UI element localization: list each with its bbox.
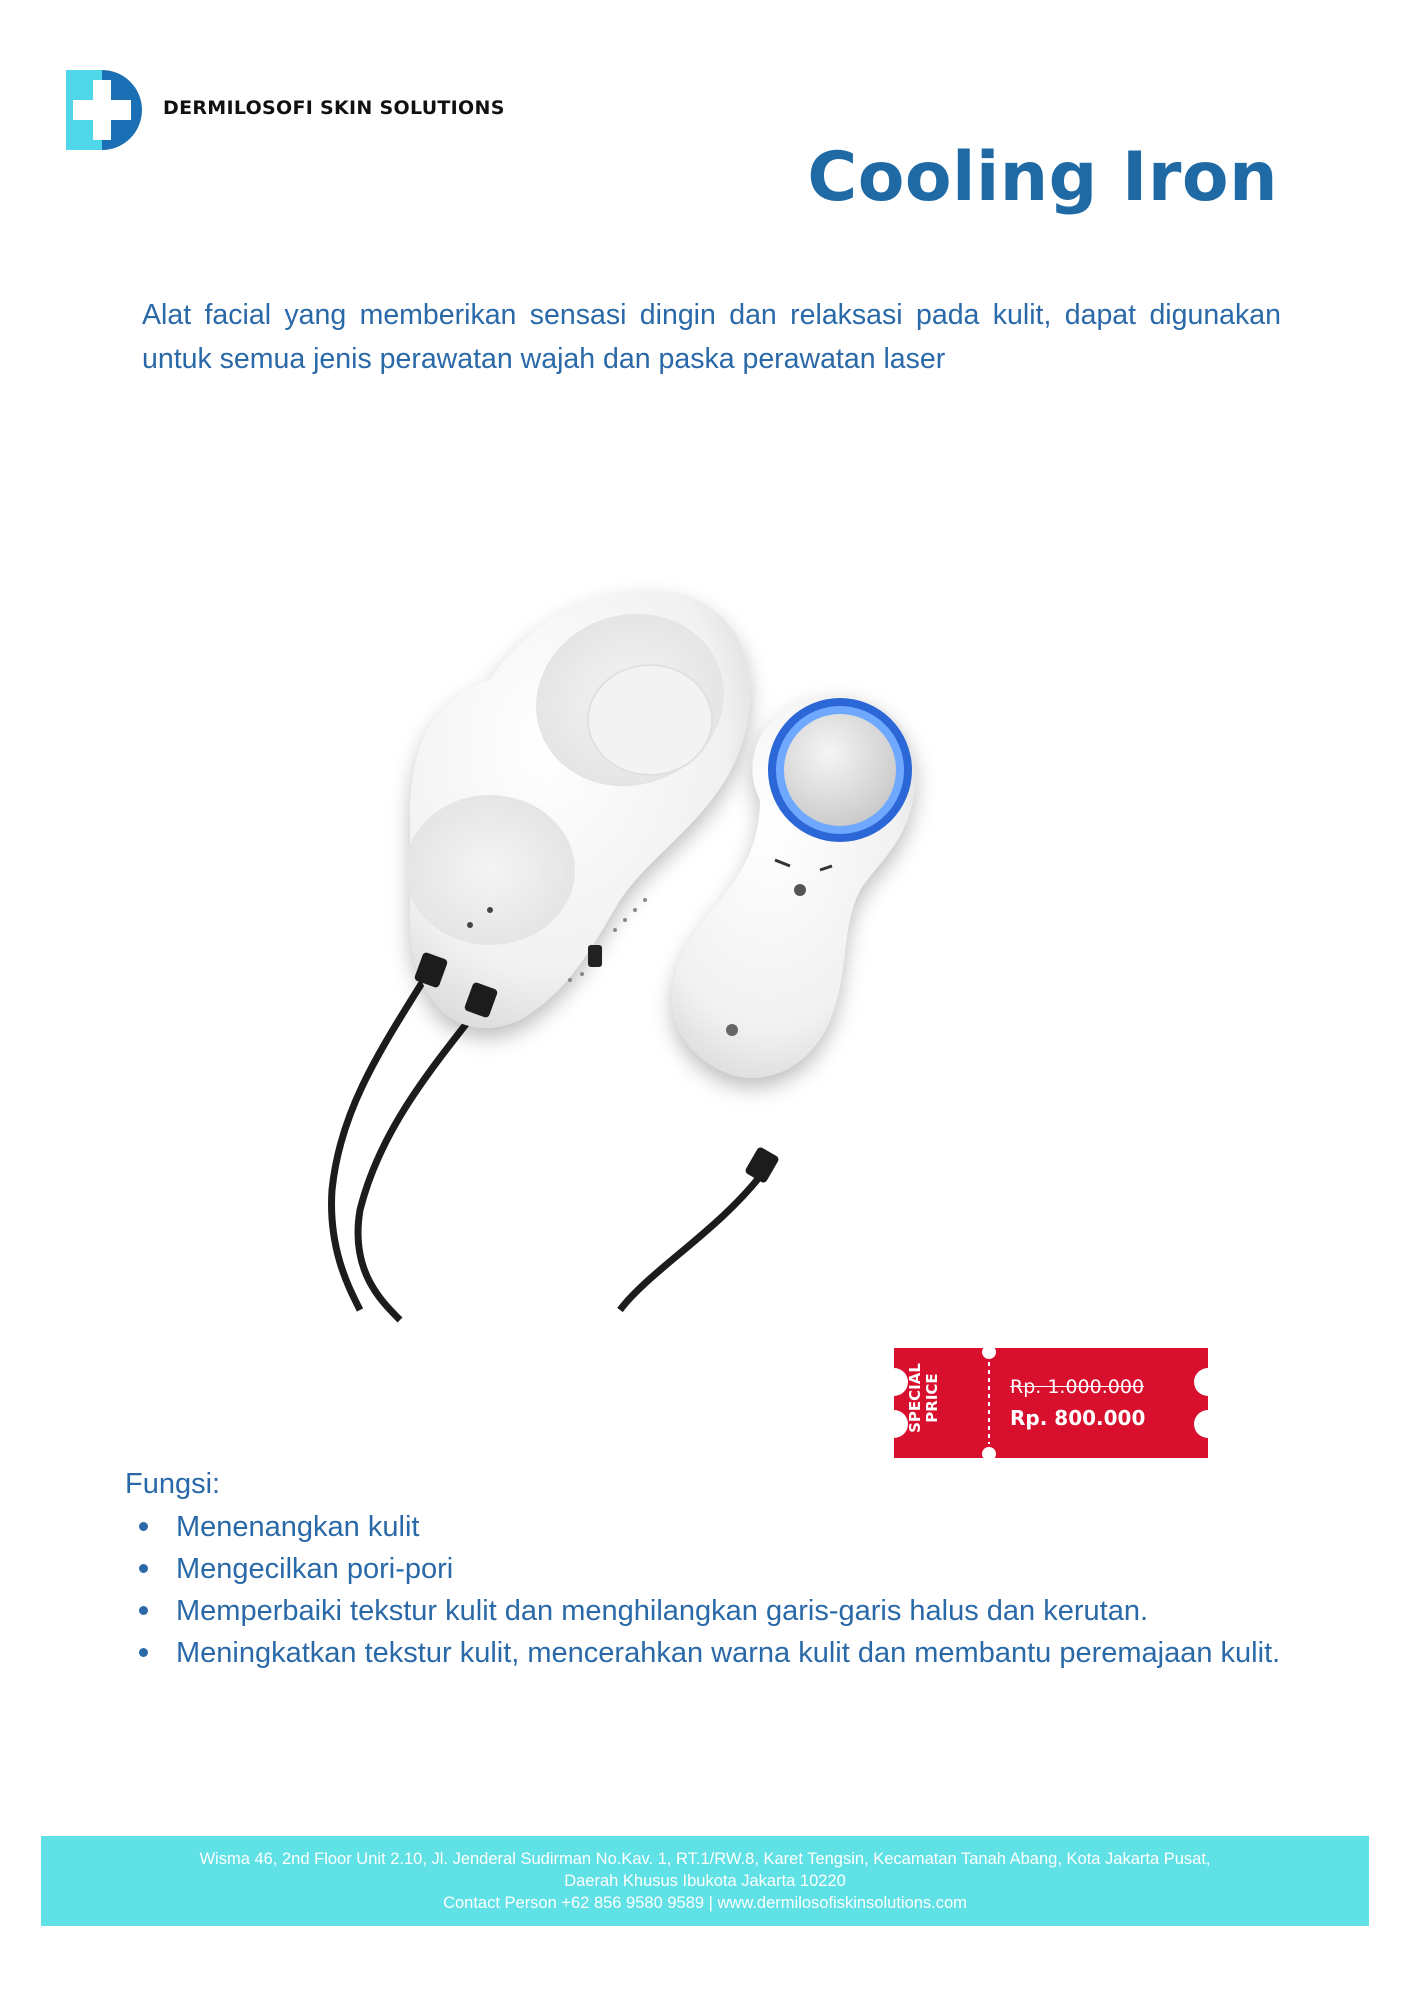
cooling-iron-product-image bbox=[320, 570, 1160, 1330]
special-label: SPECIAL bbox=[906, 1363, 924, 1433]
new-price: Rp. 800.000 bbox=[1010, 1406, 1146, 1430]
list-item-text: Memperbaiki tekstur kulit dan menghilangkan garis-garis halus dan kerutan. bbox=[176, 1595, 1149, 1627]
fungsi-list bbox=[125, 1506, 1318, 1674]
old-price: Rp. 1.000.000 bbox=[1010, 1376, 1145, 1398]
footer-address-line2: Daerah Khusus Ibukota Jakarta 10220 bbox=[564, 1872, 846, 1890]
footer-contact: Contact Person +62 856 9580 9589 | www.dermilosofiskinsolutions.com bbox=[443, 1894, 967, 1912]
brand-name: DERMILOSOFI SKIN SOLUTIONS bbox=[163, 97, 505, 119]
bullet-icon bbox=[139, 1522, 148, 1531]
bullet-icon bbox=[139, 1648, 148, 1657]
product-description: Alat facial yang memberikan sensasi dingin dan relaksasi pada kulit, dapat digunakan untuk semua jenis perawatan wajah dan paska perawatan laser bbox=[142, 299, 1281, 375]
list-item bbox=[125, 1632, 1318, 1674]
list-item bbox=[125, 1548, 1318, 1590]
list-item-text: Meningkatkan tekstur kulit, mencerahkan warna kulit dan membantu peremajaan kulit. bbox=[176, 1637, 1281, 1669]
footer bbox=[41, 1836, 1369, 1926]
footer-address-line1: Wisma 46, 2nd Floor Unit 2.10, Jl. Jenderal Sudirman No.Kav. 1, RT.1/RW.8, Karet Tengsin, Kecamatan Tanah Abang, Kota Jakarta Pusat, bbox=[199, 1850, 1211, 1868]
list-item-text: Menenangkan kulit bbox=[176, 1511, 420, 1543]
price-label: PRICE bbox=[923, 1373, 941, 1423]
bullet-icon bbox=[139, 1564, 148, 1573]
fungsi-heading: Fungsi: bbox=[125, 1468, 221, 1500]
page-title: Cooling Iron bbox=[807, 138, 1278, 217]
brand-logo-icon bbox=[66, 70, 144, 150]
list-item bbox=[125, 1506, 1318, 1548]
special-price-label bbox=[907, 1363, 941, 1433]
list-item-text: Mengecilkan pori-pori bbox=[176, 1553, 454, 1585]
list-item bbox=[125, 1590, 1318, 1632]
bullet-icon bbox=[139, 1606, 148, 1615]
